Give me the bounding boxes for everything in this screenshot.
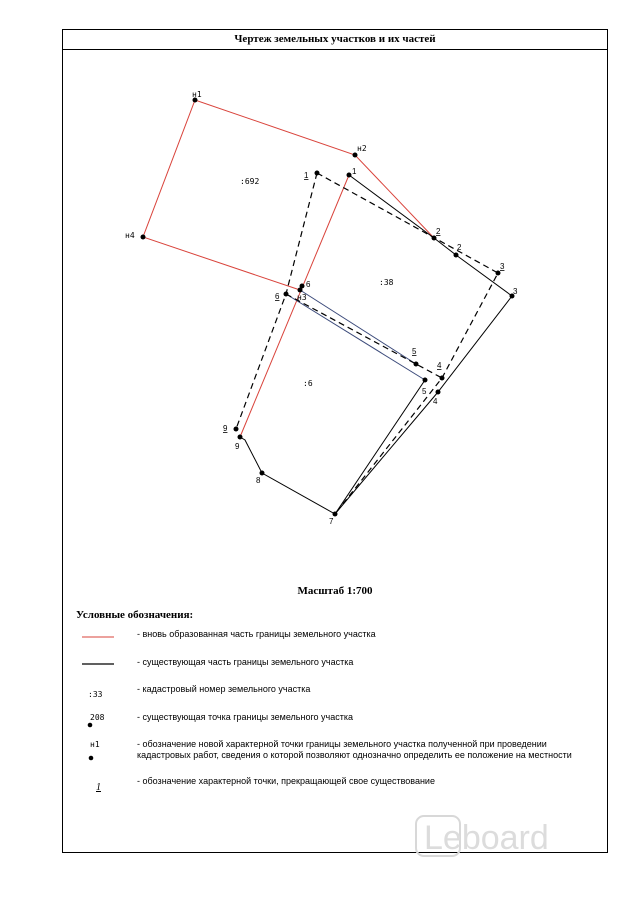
legend-symbol-cadastral: :33: [88, 690, 103, 699]
terminated-boundary-line-3: [286, 294, 442, 378]
point-label-r4: 4: [437, 361, 442, 370]
point-label-7: 7: [329, 517, 334, 526]
parcel-number-38: :38: [379, 278, 394, 287]
point-label-1: 1: [352, 167, 357, 176]
legend-symbol-existing-point: 208: [90, 713, 105, 722]
legend-text-cadastral: - кадастровый номер земельного участка: [137, 684, 311, 694]
existing-boundary-line-2: [335, 380, 425, 514]
point-label-3: 3: [513, 287, 518, 296]
point-label-r3: 3: [500, 262, 505, 271]
point-label-r2: 2: [436, 227, 441, 236]
existing-boundary-line: [240, 175, 512, 514]
point-label-6: 6: [306, 280, 311, 289]
watermark-text: Leboard: [424, 819, 549, 857]
scale-label: Масштаб 1:700: [297, 585, 373, 597]
legend-text-terminated-point: - обозначение характерной точки, прекращающей свое существование: [137, 776, 435, 786]
terminated-boundary-line: [317, 173, 498, 514]
legend-symbol-new-point: н1: [90, 740, 100, 749]
parcel-number-692: :692: [240, 177, 260, 186]
point-label-r9: 9: [223, 424, 228, 433]
point-label-r1: 1: [304, 171, 309, 180]
legend-title: Условные обозначения:: [76, 609, 194, 621]
new-boundary-line-2: [240, 175, 349, 437]
point-label-9: 9: [235, 442, 240, 451]
legend-text-existing-point: - существующая точка границы земельного участка: [137, 712, 354, 722]
point-label-n4: н4: [125, 231, 135, 240]
point-label-5: 5: [422, 387, 427, 396]
point-label-n2: н2: [357, 144, 367, 153]
inner-boundary-line: [300, 290, 416, 364]
watermark-logo: [414, 812, 604, 860]
legend-new-point-dot: [89, 756, 94, 761]
point-label-r6: 6: [275, 292, 280, 301]
new-boundary-line: [143, 100, 434, 290]
legend-text-new-boundary: - вновь образованная часть границы земельного участка: [137, 629, 376, 639]
page-title: Чертеж земельных участков и их частей: [63, 30, 607, 50]
point-label-r5: 5: [412, 347, 417, 356]
point-label-8: 8: [256, 476, 261, 485]
legend-text-existing-boundary: - существующая часть границы земельного участка: [137, 657, 354, 667]
parcel-number-6: :6: [303, 379, 313, 388]
point-label-4: 4: [433, 397, 438, 406]
point-label-n3: н3: [297, 293, 307, 302]
legend-text-new-point: - обозначение новой характерной точки границы земельного участка полученной при проведении кадастровых работ, сведения о которой позволяют однозначно определить ее положение на местности: [137, 739, 572, 760]
point-label-n1: н1: [192, 90, 202, 99]
inner-boundary-line-2: [286, 294, 425, 380]
point-label-2: 2: [457, 243, 462, 252]
legend-symbol-terminated-point: 1: [96, 782, 101, 793]
legend-existing-point-dot: [88, 723, 93, 728]
